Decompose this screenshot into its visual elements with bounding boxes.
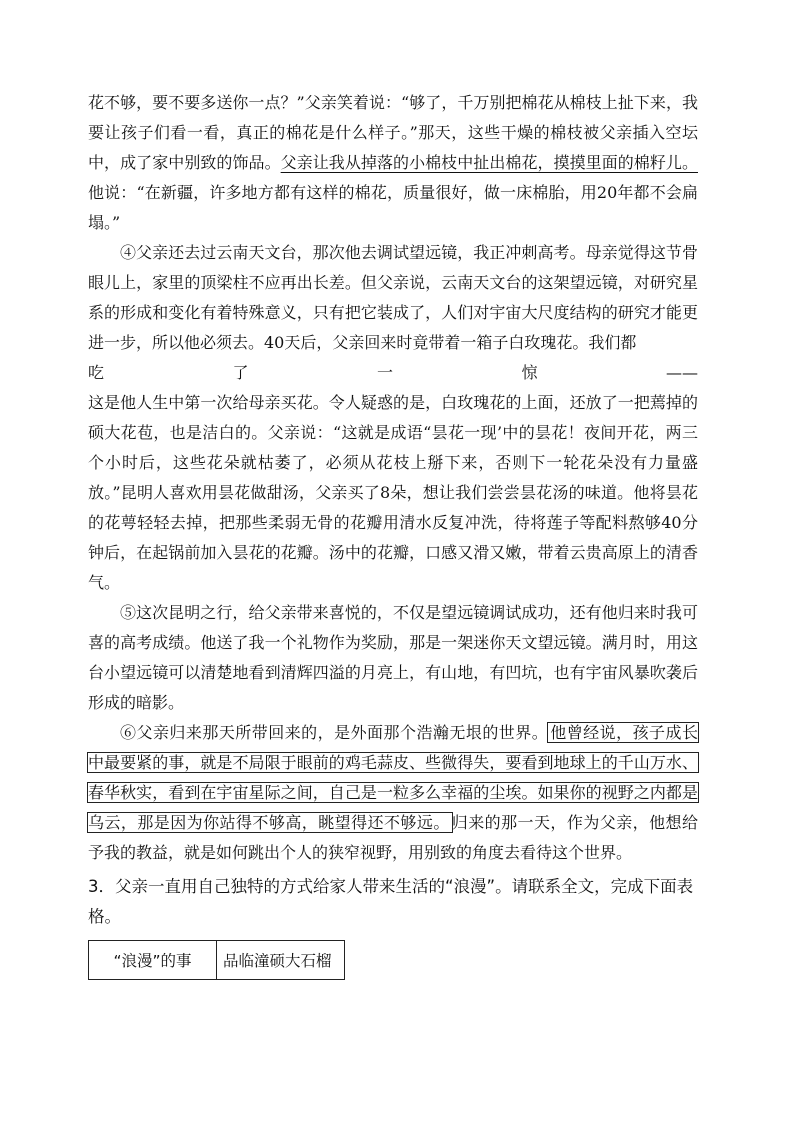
p6-text-a: ⑥父亲归来那天所带回来的，是外面那个浩瀚无垠的世界。 bbox=[120, 723, 549, 742]
article-page bbox=[88, 88, 698, 980]
p1-text-b: 他说：“在新疆，许多地方都有这样的棉花，质量很好，做一床棉胎，用20年都不会扁塌。” bbox=[88, 183, 698, 232]
paragraph-4-continued: 这是他人生中第一次给母亲买花。令人疑惑的是，白玫瑰花的上面，还放了一把蔫掉的硕大花苞，也是洁白的。父亲说：“这就是成语“昙花一现’中的昙花！夜间开花，两三个小时后，这些花朵就枯萎了，必须从花枝上掰下来，否则下一轮花朵没有力量盛放。”昆明人喜欢用昙花做甜汤，父亲买了8朵，想让我们尝尝昙花汤的味道。他将昙花的花萼轻轻去掉，把那些柔弱无骨的花瓣用清水反复冲洗，待将莲子等配料熬够40分钟后，在起锅前加入昙花的花瓣。汤中的花瓣，口感又滑又嫩，带着云贵高原上的清香气。 bbox=[88, 393, 698, 592]
boxed-passage: 他曾经说，孩子成长中最要紧的事，就是不局限于眼前的鸡毛蒜皮、些微得失，要看到地球上的千山万水、春华秋实，看到在宇宙星际之间，自己是一粒多么幸福的尘埃。如果你的视野之内都是乌云，那是因为你站得不够高，眺望得还不够远。 bbox=[88, 723, 698, 832]
table-cell: 品临潼硕大石榴 bbox=[217, 941, 345, 980]
spread-char: 吃 bbox=[88, 363, 105, 382]
p6-text-b: 归来的那一天，作为父亲，他想给予我的教益，就是如何跳出个人的狭窄视野，用别致的角度去看待这个世界。 bbox=[88, 813, 698, 862]
paragraph-3-continued bbox=[88, 88, 698, 238]
spread-char: 一 bbox=[377, 363, 394, 382]
paragraph-4-spread-line bbox=[88, 358, 698, 388]
question-3: 3．父亲一直用自己独特的方式给家人带来生活的“浪漫”。请联系全文，完成下面表格。 bbox=[88, 877, 694, 926]
spread-char: 了 bbox=[232, 363, 249, 382]
paragraph-5: ⑤这次昆明之行，给父亲带来喜悦的，不仅是望远镜调试成功，还有他归来时我可喜的高考成绩。他送了我一个礼物作为奖励，那是一架迷你天文望远镜。满月时，用这台小望远镜可以清楚地看到清辉四溢的月亮上，有山地，有凹坑，也有宇宙风暴吹袭后形成的暗影。 bbox=[88, 603, 698, 712]
answer-table bbox=[88, 940, 345, 980]
table-header-cell: “浪漫”的事 bbox=[89, 941, 217, 980]
paragraph-6 bbox=[88, 718, 698, 868]
table-row bbox=[89, 941, 345, 980]
paragraph-4: ④父亲还去过云南天文台，那次他去调试望远镜，我正冲刺高考。母亲觉得这节骨眼儿上，家里的顶梁柱不应再出长差。但父亲说，云南天文台的这架望远镜，对研究星系的形成和变化有着特殊意义，只有把它装成了，人们对宇宙大尺度结构的研究才能更进一步，所以他必须去。40天后，父亲回来时竟带着一箱子白玫瑰花。我们都 bbox=[88, 243, 698, 352]
spread-dash: —— bbox=[666, 363, 698, 382]
spread-char: 惊 bbox=[521, 363, 538, 382]
p1-text-a: 花不够，要不要多送你一点？”父亲笑着说：“够了，千万别把棉花从棉枝上扯下来，我要让孩子们看一看，真正的棉花是什么样子。”那天，这些干燥的棉枝被父亲插入空坛中，成了家中别致的饰品。 bbox=[88, 93, 698, 172]
underlined-sentence: 父亲让我从掉落的小棉枝中扯出棉花，摸摸里面的棉籽儿。 bbox=[280, 153, 698, 172]
